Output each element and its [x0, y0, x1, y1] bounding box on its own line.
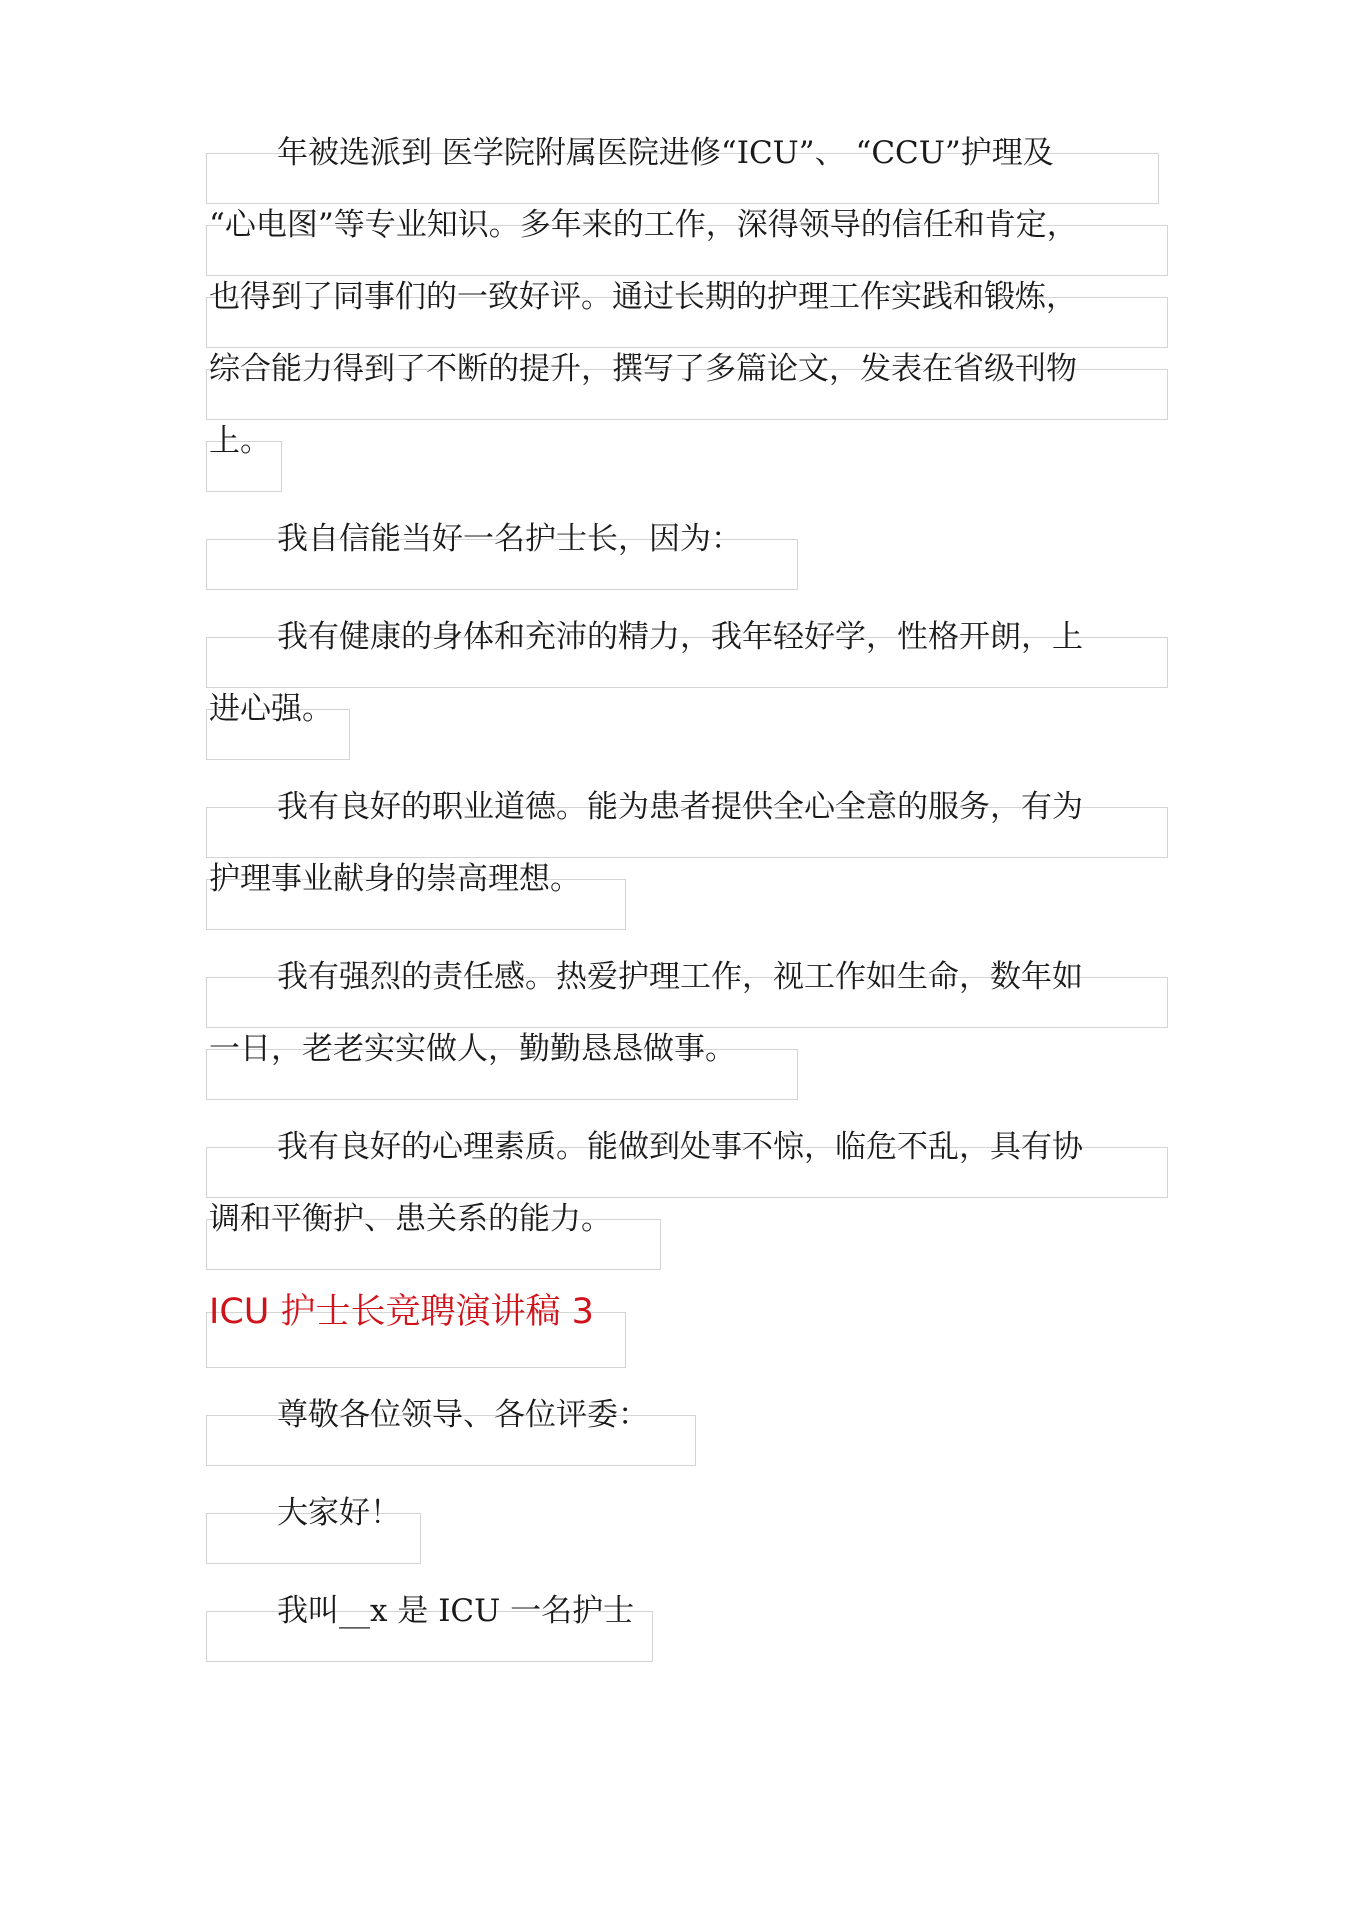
section-heading-text: ICU 护士长竞聘演讲稿 3	[209, 1292, 594, 1332]
text-line-content: 我叫__x 是 ICU 一名护士	[277, 1593, 635, 1629]
text-line-content: 综合能力得到了不断的提升，撰写了多篇论文，发表在省级刊物	[209, 351, 1077, 387]
text-line	[206, 619, 1168, 688]
text-line-content: 进心强。	[209, 691, 333, 727]
text-line-content: 尊敬各位领导、各位评委：	[277, 1397, 649, 1433]
text-line	[206, 1593, 653, 1662]
text-line-content: 护理事业献身的崇高理想。	[209, 861, 581, 897]
text-line	[206, 789, 1168, 858]
text-line	[206, 1129, 1168, 1198]
text-line-content: 上。	[209, 423, 271, 459]
text-line	[206, 351, 1168, 420]
text-line	[206, 861, 626, 930]
section-heading	[206, 1292, 626, 1368]
text-line	[206, 423, 282, 492]
text-line-content: 年被选派到 医学院附属医院进修“ICU”、 “CCU”护理及	[277, 135, 1054, 171]
text-line-content: “心电图”等专业知识。多年来的工作，深得领导的信任和肯定，	[209, 207, 1078, 243]
text-line	[206, 1201, 661, 1270]
text-line-content: 也得到了同事们的一致好评。通过长期的护理工作实践和锻炼，	[209, 279, 1077, 315]
text-line-content: 我有强烈的责任感。热爱护理工作，视工作如生命，数年如	[277, 959, 1083, 995]
text-line-content: 我有健康的身体和充沛的精力，我年轻好学，性格开朗，上	[277, 619, 1083, 655]
text-line	[206, 959, 1168, 1028]
text-line	[206, 521, 798, 590]
text-line	[206, 279, 1168, 348]
text-line	[206, 1031, 798, 1100]
text-line	[206, 207, 1168, 276]
text-line-content: 大家好！	[277, 1495, 401, 1531]
text-line-content: 调和平衡护、患关系的能力。	[209, 1201, 612, 1237]
text-line	[206, 1397, 696, 1466]
text-line-content: 我有良好的心理素质。能做到处事不惊，临危不乱，具有协	[277, 1129, 1083, 1165]
text-line	[206, 1495, 421, 1564]
text-line	[206, 691, 350, 760]
text-line	[206, 135, 1159, 204]
text-line-content: 我自信能当好一名护士长，因为：	[277, 521, 742, 557]
text-line-content: 我有良好的职业道德。能为患者提供全心全意的服务，有为	[277, 789, 1083, 825]
text-line-content: 一日，老老实实做人，勤勤恳恳做事。	[209, 1031, 736, 1067]
